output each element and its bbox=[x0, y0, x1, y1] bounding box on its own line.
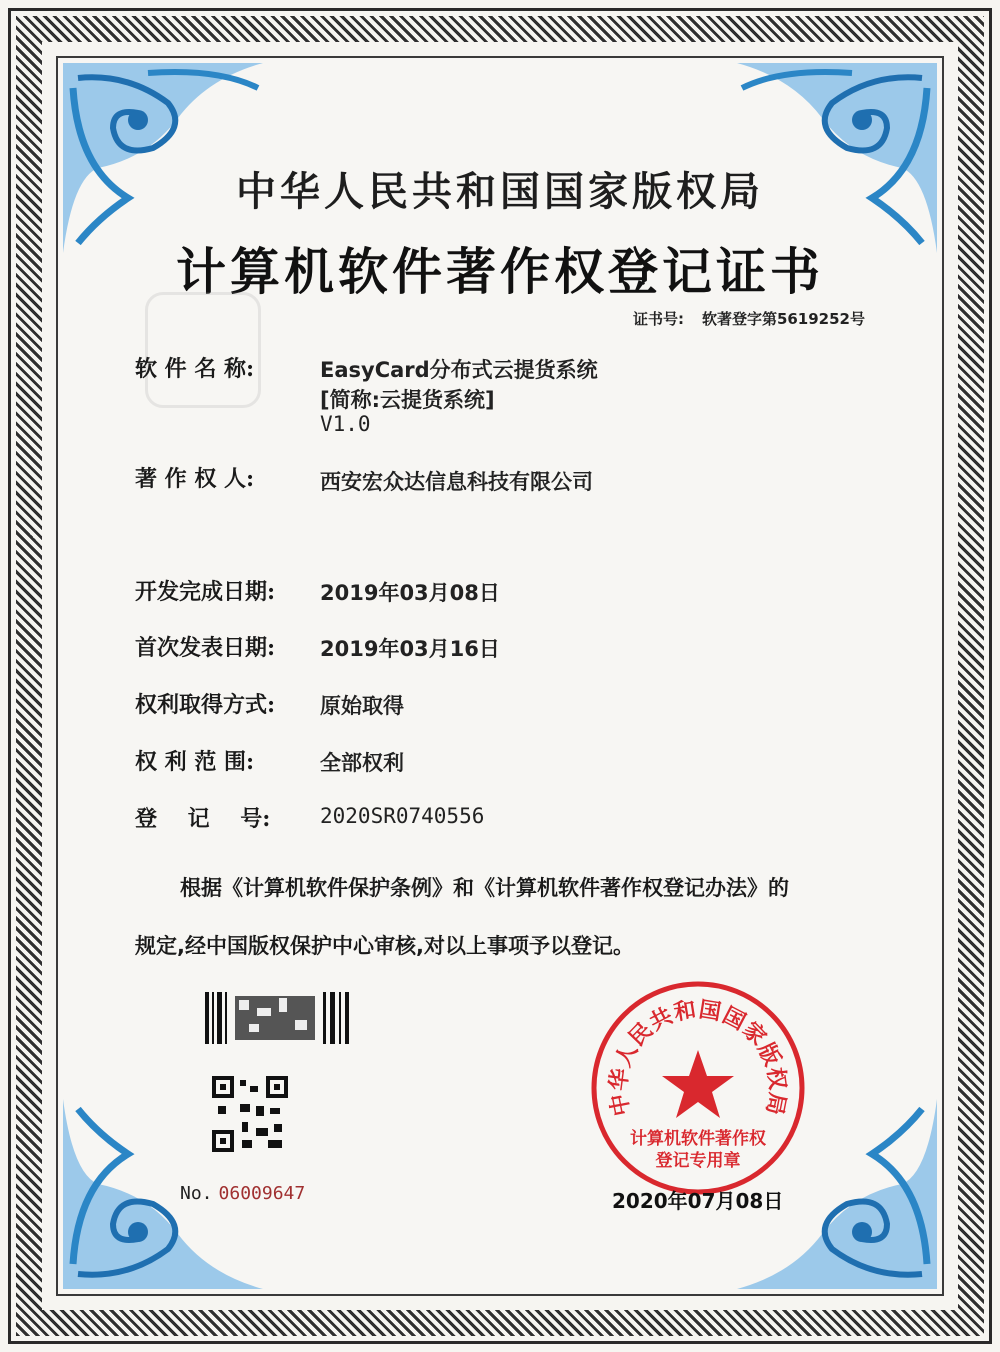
field-label: 登 记 号: bbox=[135, 806, 271, 832]
serial-label: No. bbox=[180, 1183, 213, 1204]
field-label: 软 件 名 称: bbox=[135, 356, 255, 382]
barcode-icon bbox=[205, 992, 350, 1044]
field-label: 开发完成日期: bbox=[135, 579, 276, 605]
software-short-name: [简称:云提货系统] bbox=[320, 388, 495, 412]
field-label: 权利取得方式: bbox=[135, 692, 276, 718]
seal-inner-line-1: 计算机软件著作权 bbox=[630, 1129, 766, 1149]
copyright-owner-value: 西安宏众达信息科技有限公司 bbox=[320, 470, 593, 494]
qr-code-icon bbox=[212, 1076, 288, 1152]
issuing-authority: 中华人民共和国国家版权局 bbox=[236, 169, 764, 215]
seal-outer-text: 中华人民共和国国家版权局 bbox=[606, 997, 790, 1118]
seal-inner-line-2: 登记专用章 bbox=[655, 1151, 741, 1171]
corner-ornament-top-left bbox=[58, 58, 268, 258]
software-version: V1.0 bbox=[320, 412, 371, 436]
rights-scope-value: 全部权利 bbox=[320, 751, 404, 775]
certificate-number-value: 软著登字第5619252号 bbox=[701, 310, 865, 328]
certificate-title: 计算机软件著作权登记证书 bbox=[176, 242, 824, 301]
certificate-number-label: 证书号: bbox=[632, 310, 684, 328]
field-label: 首次发表日期: bbox=[135, 635, 276, 661]
publication-date-value: 2019年03月16日 bbox=[320, 637, 500, 661]
issue-date: 2020年07月08日 bbox=[612, 1189, 784, 1213]
serial-number bbox=[180, 1183, 305, 1204]
registration-number-value: 2020SR0740556 bbox=[320, 804, 485, 828]
development-date-value: 2019年03月08日 bbox=[320, 581, 500, 605]
software-name-value: EasyCard分布式云提货系统 bbox=[320, 358, 598, 382]
field-label: 著 作 权 人: bbox=[135, 466, 255, 492]
acquisition-method-value: 原始取得 bbox=[320, 694, 404, 718]
corner-ornament-top-right bbox=[732, 58, 942, 258]
statement-line-1: 根据《计算机软件保护条例》和《计算机软件著作权登记办法》的 bbox=[180, 876, 789, 900]
statement-line-2: 规定,经中国版权保护中心审核,对以上事项予以登记。 bbox=[135, 934, 634, 958]
certificate-number bbox=[633, 308, 865, 329]
field-label: 权 利 范 围: bbox=[135, 749, 255, 775]
official-seal-icon bbox=[588, 978, 808, 1198]
watermark-emblem bbox=[145, 292, 261, 408]
serial-value: 06009647 bbox=[218, 1183, 306, 1204]
